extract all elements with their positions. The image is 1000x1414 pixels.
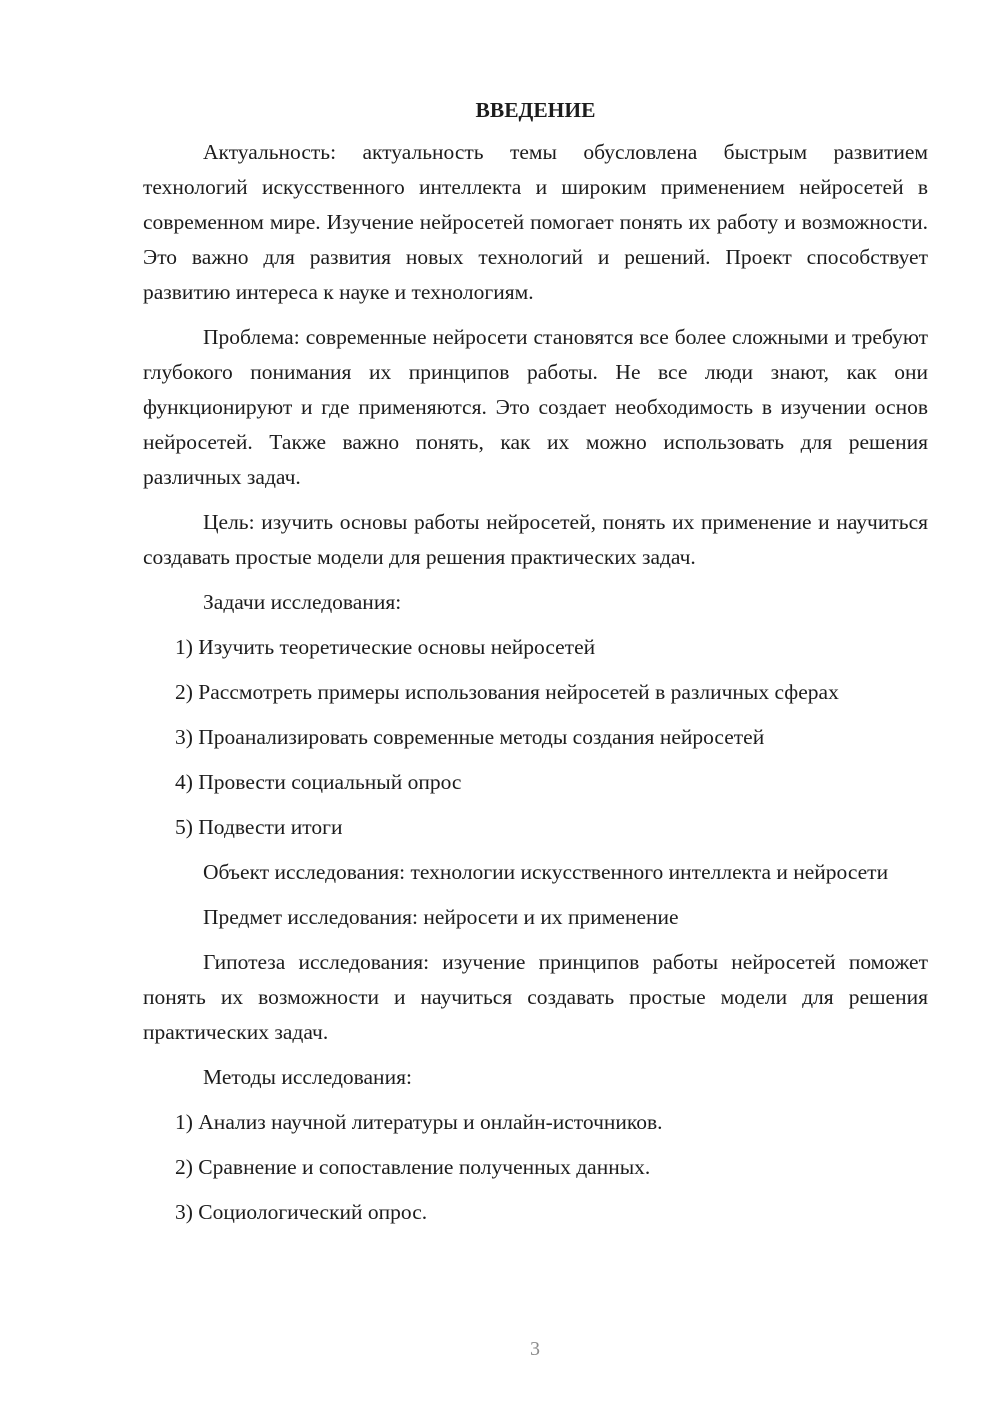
tasks-heading: Задачи исследования: bbox=[203, 590, 402, 614]
method-item: 1) Анализ научной литературы и онлайн-источников. bbox=[175, 1110, 663, 1134]
task-item: 3) Проанализировать современные методы создания нейросетей bbox=[175, 725, 765, 749]
page-number: 3 bbox=[530, 1338, 540, 1360]
method-item: 3) Социологический опрос. bbox=[175, 1200, 428, 1224]
task-item: 1) Изучить теоретические основы нейросетей bbox=[175, 635, 596, 659]
methods-heading: Методы исследования: bbox=[203, 1065, 412, 1089]
task-item: 2) Рассмотреть примеры использования нейросетей в различных сферах bbox=[175, 680, 839, 704]
page-content bbox=[143, 95, 928, 1240]
task-item: 4) Провести социальный опрос bbox=[175, 770, 462, 794]
paragraph-object: Объект исследования: технологии искусственного интеллекта и нейросети bbox=[203, 860, 889, 884]
section-title: ВВЕДЕНИЕ bbox=[475, 98, 596, 122]
method-item: 2) Сравнение и сопоставление полученных данных. bbox=[175, 1155, 651, 1179]
paragraph-goal: Цель: изучить основы работы нейросетей, понять их применение и научиться создавать простые модели для решения практических задач. bbox=[143, 510, 928, 569]
paragraph-relevance: Актуальность: актуальность темы обусловлена быстрым развитием технологий искусственного интеллекта и широким применением нейросетей в современном мире. Изучение нейросетей помогает понять их работу и возможности. Это важно для развития новых технологий и решений. Проект способствует развитию интереса к науке и технологиям. bbox=[143, 140, 928, 304]
paragraph-problem: Проблема: современные нейросети становятся все более сложными и требуют глубокого понимания их принципов работы. Не все люди знают, как они функционируют и где применяются. Это создает необходимость в изучении основ нейросетей. Также важно понять, как их можно использовать для решения различных задач. bbox=[143, 325, 928, 489]
paragraph-hypothesis: Гипотеза исследования: изучение принципов работы нейросетей поможет понять их возможности и научиться создавать простые модели для решения практических задач. bbox=[143, 950, 928, 1044]
paragraph-subject: Предмет исследования: нейросети и их применение bbox=[203, 905, 679, 929]
task-item: 5) Подвести итоги bbox=[175, 815, 343, 839]
